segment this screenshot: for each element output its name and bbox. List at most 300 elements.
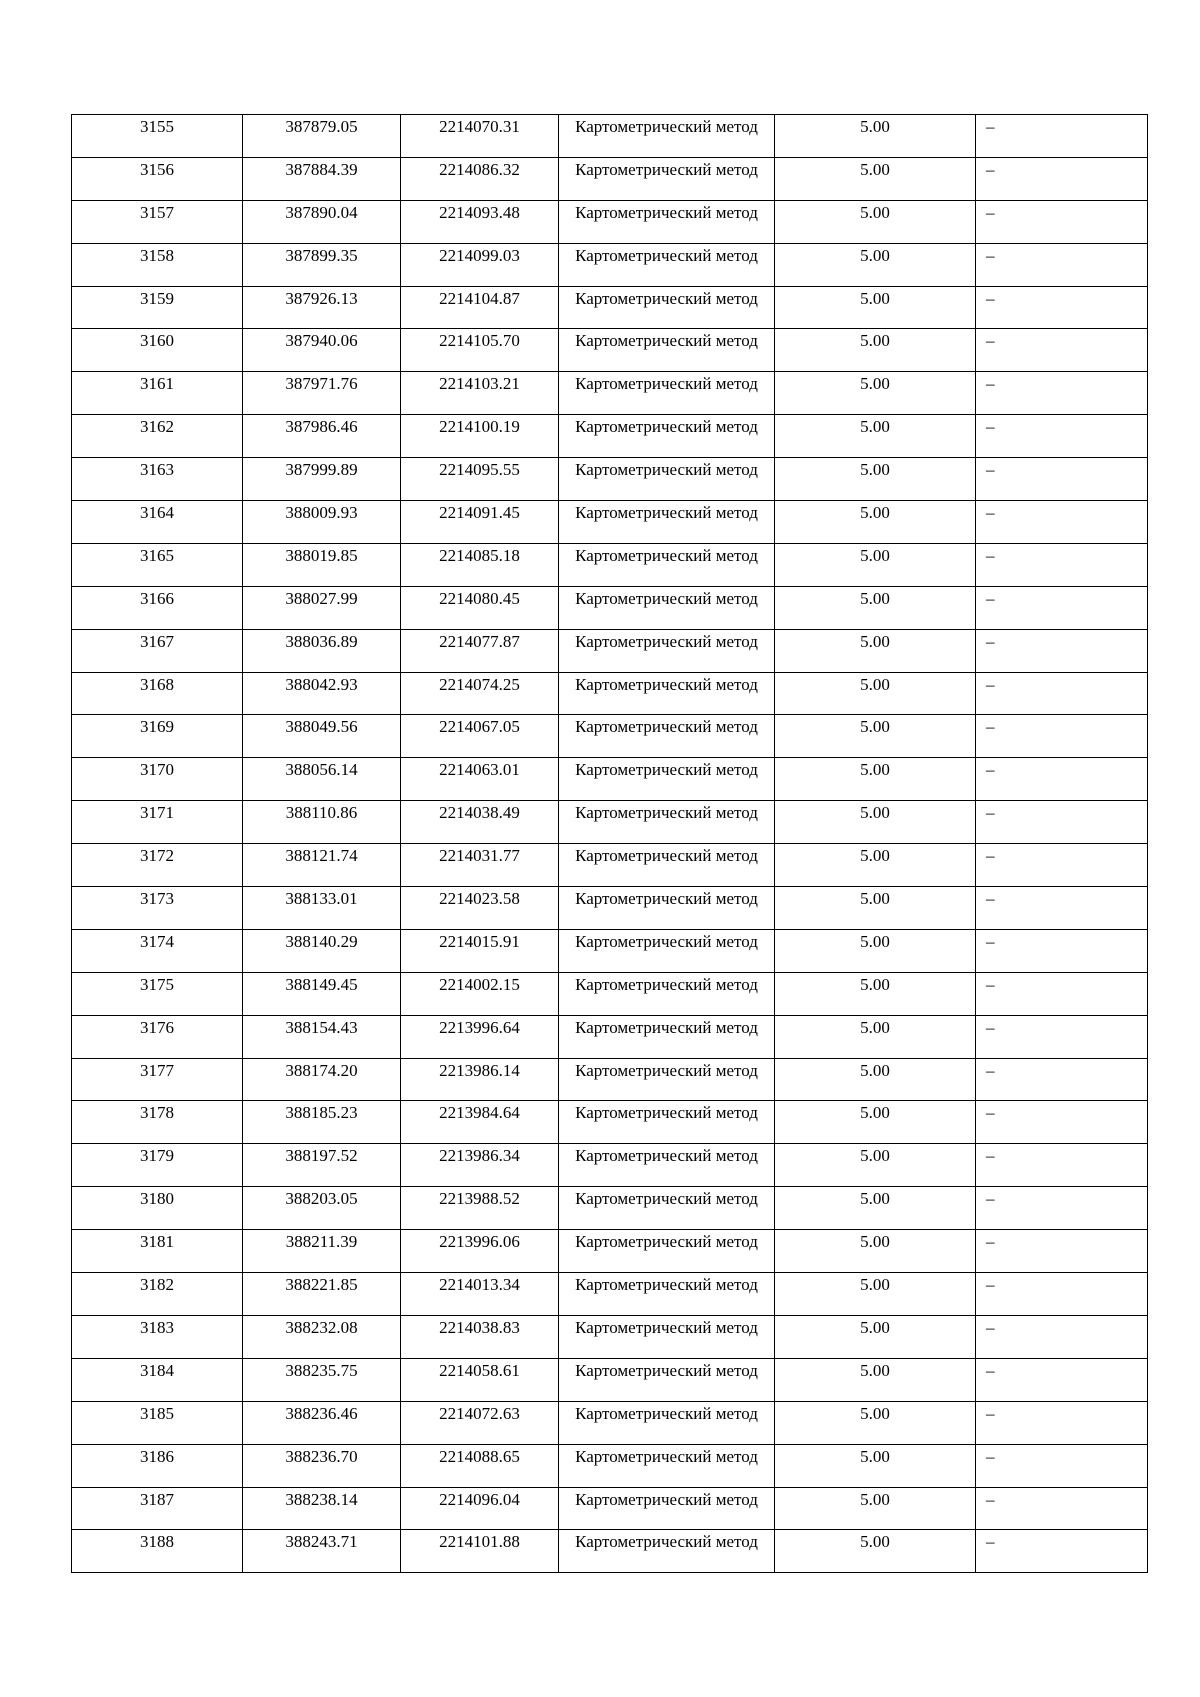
cell-description (976, 243, 1148, 286)
description-value: – (986, 1403, 995, 1423)
cell-accuracy (775, 1101, 976, 1144)
coordinates-table (71, 114, 1148, 1573)
cell-y-coordinate (401, 1444, 559, 1487)
cell-method (559, 1401, 775, 1444)
cell-accuracy (775, 1273, 976, 1316)
cell-x-coordinate (243, 1144, 401, 1187)
cell-description (976, 286, 1148, 329)
x-coordinate-value: 388121.74 (285, 846, 358, 866)
cell-point-number (72, 844, 243, 887)
cell-description (976, 1144, 1148, 1187)
cell-y-coordinate (401, 844, 559, 887)
y-coordinate-value: 2214072.63 (439, 1403, 520, 1423)
cell-x-coordinate (243, 972, 401, 1015)
y-coordinate-value: 2214070.31 (439, 117, 520, 136)
cell-x-coordinate (243, 543, 401, 586)
cell-point-number (72, 329, 243, 372)
cell-description (976, 1401, 1148, 1444)
cell-accuracy (775, 1015, 976, 1058)
cell-x-coordinate (243, 501, 401, 544)
cell-accuracy (775, 372, 976, 415)
cell-accuracy (775, 329, 976, 372)
cell-description (976, 715, 1148, 758)
method-value: Картометрический метод (575, 803, 758, 823)
method-value: Картометрический метод (575, 1060, 758, 1080)
description-value: – (986, 1146, 995, 1166)
description-value: – (986, 931, 995, 951)
point-number-value: 3162 (140, 417, 174, 437)
cell-description (976, 1101, 1148, 1144)
cell-accuracy (775, 115, 976, 158)
y-coordinate-value: 2214086.32 (439, 159, 520, 179)
description-value: – (986, 717, 995, 737)
cell-method (559, 801, 775, 844)
table-row (72, 1015, 1148, 1058)
method-value: Картометрический метод (575, 245, 758, 265)
cell-point-number (72, 586, 243, 629)
method-value: Картометрический метод (575, 117, 758, 136)
point-number-value: 3167 (140, 631, 174, 651)
description-value: – (986, 288, 995, 308)
accuracy-value: 5.00 (860, 545, 890, 565)
cell-description (976, 1444, 1148, 1487)
description-value: – (986, 1103, 995, 1123)
cell-description (976, 1358, 1148, 1401)
point-number-value: 3178 (140, 1103, 174, 1123)
y-coordinate-value: 2214105.70 (439, 331, 520, 351)
cell-method (559, 1273, 775, 1316)
cell-point-number (72, 672, 243, 715)
cell-point-number (72, 972, 243, 1015)
accuracy-value: 5.00 (860, 288, 890, 308)
method-value: Картометрический метод (575, 1446, 758, 1466)
x-coordinate-value: 387986.46 (285, 417, 358, 437)
cell-method (559, 672, 775, 715)
point-number-value: 3174 (140, 931, 174, 951)
description-value: – (986, 460, 995, 480)
cell-x-coordinate (243, 200, 401, 243)
cell-x-coordinate (243, 715, 401, 758)
method-value: Картометрический метод (575, 1232, 758, 1252)
method-value: Картометрический метод (575, 588, 758, 608)
point-number-value: 3163 (140, 460, 174, 480)
cell-y-coordinate (401, 372, 559, 415)
cell-y-coordinate (401, 972, 559, 1015)
point-number-value: 3183 (140, 1317, 174, 1337)
cell-point-number (72, 1315, 243, 1358)
cell-x-coordinate (243, 458, 401, 501)
cell-method (559, 1487, 775, 1530)
table-row (72, 1230, 1148, 1273)
table-row (72, 629, 1148, 672)
cell-point-number (72, 1487, 243, 1530)
accuracy-value: 5.00 (860, 1532, 890, 1552)
description-value: – (986, 1360, 995, 1380)
table-row (72, 1101, 1148, 1144)
cell-y-coordinate (401, 929, 559, 972)
point-number-value: 3179 (140, 1146, 174, 1166)
x-coordinate-value: 388056.14 (285, 760, 358, 780)
method-value: Картометрический метод (575, 503, 758, 523)
cell-point-number (72, 1187, 243, 1230)
y-coordinate-value: 2214063.01 (439, 760, 520, 780)
cell-method (559, 1444, 775, 1487)
table-row (72, 801, 1148, 844)
cell-description (976, 929, 1148, 972)
cell-x-coordinate (243, 887, 401, 930)
cell-accuracy (775, 1187, 976, 1230)
x-coordinate-value: 388049.56 (285, 717, 358, 737)
cell-y-coordinate (401, 586, 559, 629)
y-coordinate-value: 2214096.04 (439, 1489, 520, 1509)
cell-description (976, 972, 1148, 1015)
method-value: Картометрический метод (575, 674, 758, 694)
description-value: – (986, 803, 995, 823)
description-value: – (986, 1275, 995, 1295)
x-coordinate-value: 388042.93 (285, 674, 358, 694)
point-number-value: 3175 (140, 974, 174, 994)
y-coordinate-value: 2214015.91 (439, 931, 520, 951)
cell-x-coordinate (243, 415, 401, 458)
y-coordinate-value: 2214067.05 (439, 717, 520, 737)
method-value: Картометрический метод (575, 760, 758, 780)
cell-point-number (72, 1058, 243, 1101)
cell-point-number (72, 801, 243, 844)
description-value: – (986, 588, 995, 608)
cell-description (976, 887, 1148, 930)
cell-point-number (72, 887, 243, 930)
accuracy-value: 5.00 (860, 460, 890, 480)
accuracy-value: 5.00 (860, 1189, 890, 1209)
cell-method (559, 157, 775, 200)
point-number-value: 3181 (140, 1232, 174, 1252)
cell-accuracy (775, 157, 976, 200)
point-number-value: 3160 (140, 331, 174, 351)
cell-method (559, 243, 775, 286)
cell-y-coordinate (401, 1315, 559, 1358)
table-row (72, 243, 1148, 286)
point-number-value: 3171 (140, 803, 174, 823)
method-value: Картометрический метод (575, 1189, 758, 1209)
accuracy-value: 5.00 (860, 1232, 890, 1252)
description-value: – (986, 1017, 995, 1037)
x-coordinate-value: 387884.39 (285, 159, 358, 179)
cell-method (559, 286, 775, 329)
cell-description (976, 1273, 1148, 1316)
cell-x-coordinate (243, 1101, 401, 1144)
method-value: Картометрический метод (575, 545, 758, 565)
method-value: Картометрический метод (575, 374, 758, 394)
cell-point-number (72, 115, 243, 158)
cell-description (976, 372, 1148, 415)
cell-description (976, 1230, 1148, 1273)
y-coordinate-value: 2214104.87 (439, 288, 520, 308)
table-row (72, 972, 1148, 1015)
table-row (72, 1358, 1148, 1401)
method-value: Картометрический метод (575, 1146, 758, 1166)
y-coordinate-value: 2214058.61 (439, 1360, 520, 1380)
cell-x-coordinate (243, 1187, 401, 1230)
y-coordinate-value: 2214093.48 (439, 202, 520, 222)
cell-description (976, 672, 1148, 715)
point-number-value: 3165 (140, 545, 174, 565)
point-number-value: 3172 (140, 846, 174, 866)
cell-x-coordinate (243, 372, 401, 415)
cell-point-number (72, 458, 243, 501)
description-value: – (986, 1317, 995, 1337)
cell-method (559, 372, 775, 415)
table-row (72, 929, 1148, 972)
cell-x-coordinate (243, 929, 401, 972)
x-coordinate-value: 387890.04 (285, 202, 358, 222)
cell-accuracy (775, 972, 976, 1015)
cell-accuracy (775, 758, 976, 801)
cell-method (559, 1058, 775, 1101)
cell-method (559, 715, 775, 758)
cell-point-number (72, 1015, 243, 1058)
table-row (72, 758, 1148, 801)
y-coordinate-value: 2214074.25 (439, 674, 520, 694)
cell-x-coordinate (243, 1230, 401, 1273)
table-row (72, 672, 1148, 715)
cell-x-coordinate (243, 758, 401, 801)
accuracy-value: 5.00 (860, 846, 890, 866)
description-value: – (986, 545, 995, 565)
cell-method (559, 329, 775, 372)
cell-x-coordinate (243, 801, 401, 844)
x-coordinate-value: 388140.29 (285, 931, 358, 951)
cell-accuracy (775, 1358, 976, 1401)
x-coordinate-value: 387940.06 (285, 331, 358, 351)
cell-method (559, 115, 775, 158)
cell-y-coordinate (401, 200, 559, 243)
cell-point-number (72, 1101, 243, 1144)
point-number-value: 3188 (140, 1532, 174, 1552)
cell-point-number (72, 1401, 243, 1444)
x-coordinate-value: 388236.46 (285, 1403, 358, 1423)
cell-y-coordinate (401, 715, 559, 758)
description-value: – (986, 159, 995, 179)
method-value: Картометрический метод (575, 417, 758, 437)
cell-y-coordinate (401, 1144, 559, 1187)
cell-accuracy (775, 1058, 976, 1101)
cell-description (976, 458, 1148, 501)
accuracy-value: 5.00 (860, 202, 890, 222)
cell-y-coordinate (401, 243, 559, 286)
y-coordinate-value: 2214091.45 (439, 503, 520, 523)
method-value: Картометрический метод (575, 1532, 758, 1552)
x-coordinate-value: 388236.70 (285, 1446, 358, 1466)
cell-x-coordinate (243, 115, 401, 158)
cell-point-number (72, 372, 243, 415)
cell-point-number (72, 200, 243, 243)
point-number-value: 3159 (140, 288, 174, 308)
point-number-value: 3177 (140, 1060, 174, 1080)
accuracy-value: 5.00 (860, 1403, 890, 1423)
cell-y-coordinate (401, 1273, 559, 1316)
point-number-value: 3161 (140, 374, 174, 394)
table-row (72, 157, 1148, 200)
point-number-value: 3157 (140, 202, 174, 222)
cell-x-coordinate (243, 1530, 401, 1573)
y-coordinate-value: 2213986.34 (439, 1146, 520, 1166)
cell-accuracy (775, 1144, 976, 1187)
cell-method (559, 200, 775, 243)
cell-method (559, 586, 775, 629)
table-row (72, 887, 1148, 930)
method-value: Картометрический метод (575, 1360, 758, 1380)
x-coordinate-value: 388211.39 (285, 1232, 358, 1252)
cell-method (559, 501, 775, 544)
cell-point-number (72, 758, 243, 801)
description-value: – (986, 1189, 995, 1209)
cell-point-number (72, 1530, 243, 1573)
x-coordinate-value: 388174.20 (285, 1060, 358, 1080)
method-value: Картометрический метод (575, 1403, 758, 1423)
accuracy-value: 5.00 (860, 159, 890, 179)
cell-y-coordinate (401, 1058, 559, 1101)
method-value: Картометрический метод (575, 1017, 758, 1037)
cell-point-number (72, 1444, 243, 1487)
point-number-value: 3180 (140, 1189, 174, 1209)
cell-method (559, 1358, 775, 1401)
accuracy-value: 5.00 (860, 1060, 890, 1080)
method-value: Картометрический метод (575, 331, 758, 351)
cell-accuracy (775, 1530, 976, 1573)
cell-x-coordinate (243, 844, 401, 887)
cell-y-coordinate (401, 115, 559, 158)
method-value: Картометрический метод (575, 1103, 758, 1123)
method-value: Картометрический метод (575, 288, 758, 308)
y-coordinate-value: 2214101.88 (439, 1532, 520, 1552)
accuracy-value: 5.00 (860, 1489, 890, 1509)
method-value: Картометрический метод (575, 717, 758, 737)
table-row (72, 200, 1148, 243)
cell-point-number (72, 1144, 243, 1187)
cell-y-coordinate (401, 1187, 559, 1230)
cell-method (559, 844, 775, 887)
point-number-value: 3173 (140, 889, 174, 909)
method-value: Картометрический метод (575, 931, 758, 951)
description-value: – (986, 503, 995, 523)
cell-point-number (72, 243, 243, 286)
x-coordinate-value: 388133.01 (285, 889, 358, 909)
accuracy-value: 5.00 (860, 331, 890, 351)
cell-point-number (72, 1358, 243, 1401)
cell-accuracy (775, 543, 976, 586)
accuracy-value: 5.00 (860, 417, 890, 437)
cell-accuracy (775, 1444, 976, 1487)
method-value: Картометрический метод (575, 159, 758, 179)
cell-description (976, 758, 1148, 801)
table-row (72, 329, 1148, 372)
cell-y-coordinate (401, 1230, 559, 1273)
cell-description (976, 1187, 1148, 1230)
cell-method (559, 1101, 775, 1144)
cell-accuracy (775, 844, 976, 887)
y-coordinate-value: 2213996.06 (439, 1232, 520, 1252)
cell-y-coordinate (401, 1487, 559, 1530)
cell-point-number (72, 157, 243, 200)
accuracy-value: 5.00 (860, 760, 890, 780)
cell-x-coordinate (243, 586, 401, 629)
cell-y-coordinate (401, 758, 559, 801)
cell-accuracy (775, 715, 976, 758)
cell-accuracy (775, 1487, 976, 1530)
point-number-value: 3170 (140, 760, 174, 780)
description-value: – (986, 846, 995, 866)
cell-method (559, 458, 775, 501)
x-coordinate-value: 387899.35 (285, 245, 358, 265)
accuracy-value: 5.00 (860, 674, 890, 694)
cell-description (976, 586, 1148, 629)
cell-x-coordinate (243, 286, 401, 329)
point-number-value: 3155 (140, 117, 174, 136)
cell-method (559, 887, 775, 930)
method-value: Картометрический метод (575, 1317, 758, 1337)
table-row (72, 1058, 1148, 1101)
table-row (72, 1444, 1148, 1487)
cell-description (976, 329, 1148, 372)
cell-description (976, 115, 1148, 158)
x-coordinate-value: 388110.86 (285, 803, 358, 823)
cell-x-coordinate (243, 1444, 401, 1487)
description-value: – (986, 1532, 995, 1552)
x-coordinate-value: 388154.43 (285, 1017, 358, 1037)
point-number-value: 3158 (140, 245, 174, 265)
table-row (72, 1273, 1148, 1316)
table-row (72, 543, 1148, 586)
description-value: – (986, 760, 995, 780)
cell-x-coordinate (243, 1487, 401, 1530)
accuracy-value: 5.00 (860, 1317, 890, 1337)
cell-y-coordinate (401, 415, 559, 458)
cell-accuracy (775, 501, 976, 544)
y-coordinate-value: 2214038.49 (439, 803, 520, 823)
point-number-value: 3168 (140, 674, 174, 694)
table-row (72, 844, 1148, 887)
accuracy-value: 5.00 (860, 1103, 890, 1123)
accuracy-value: 5.00 (860, 889, 890, 909)
table-row (72, 501, 1148, 544)
table-row (72, 715, 1148, 758)
x-coordinate-value: 388149.45 (285, 974, 358, 994)
point-number-value: 3164 (140, 503, 174, 523)
accuracy-value: 5.00 (860, 117, 890, 136)
method-value: Картометрический метод (575, 1275, 758, 1295)
x-coordinate-value: 387999.89 (285, 460, 358, 480)
method-value: Картометрический метод (575, 631, 758, 651)
cell-accuracy (775, 1230, 976, 1273)
cell-description (976, 1315, 1148, 1358)
accuracy-value: 5.00 (860, 931, 890, 951)
description-value: – (986, 1446, 995, 1466)
description-value: – (986, 1489, 995, 1509)
cell-y-coordinate (401, 1401, 559, 1444)
cell-point-number (72, 715, 243, 758)
y-coordinate-value: 2214085.18 (439, 545, 520, 565)
coordinates-table-body (72, 115, 1148, 1573)
y-coordinate-value: 2214077.87 (439, 631, 520, 651)
cell-method (559, 929, 775, 972)
description-value: – (986, 1232, 995, 1252)
y-coordinate-value: 2213996.64 (439, 1017, 520, 1037)
method-value: Картометрический метод (575, 202, 758, 222)
cell-description (976, 1058, 1148, 1101)
description-value: – (986, 417, 995, 437)
cell-y-coordinate (401, 458, 559, 501)
cell-description (976, 1015, 1148, 1058)
